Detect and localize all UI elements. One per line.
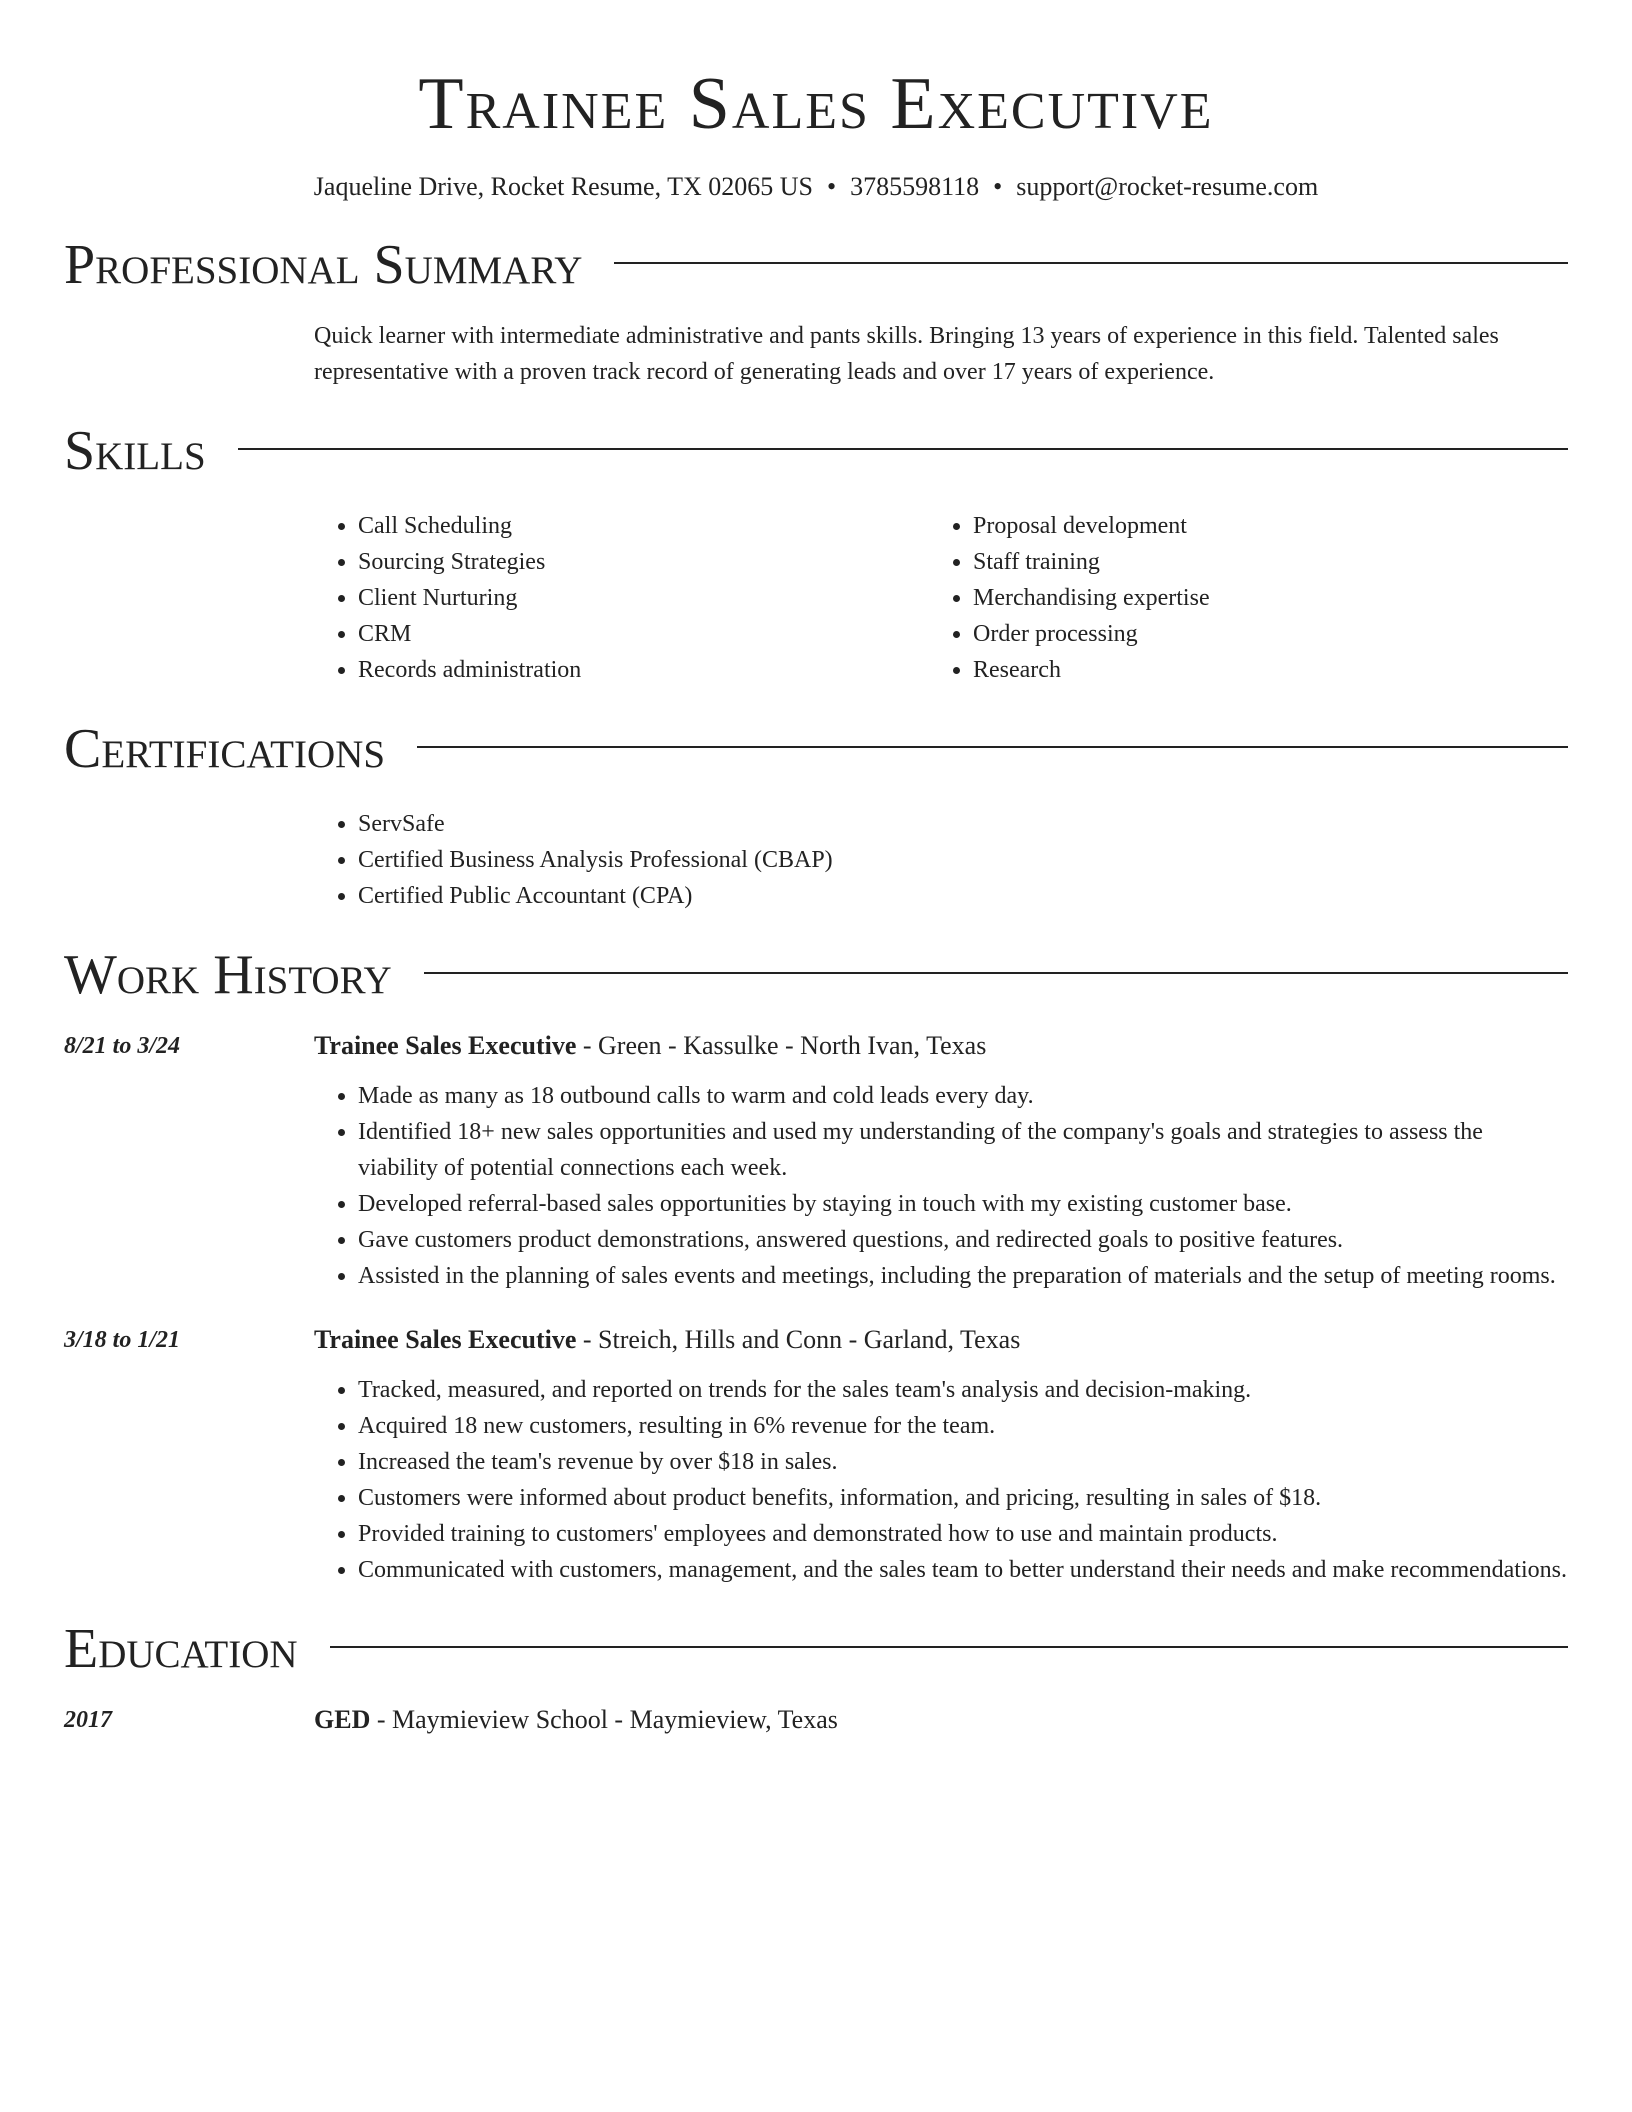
education-school: - Maymieview School - Maymieview, Texas (370, 1705, 838, 1734)
job-bullet: • Assisted in the planning of sales events and meetings, including the preparation of materials and the setup of meeting rooms. (358, 1258, 1568, 1294)
section-divider (614, 262, 1568, 264)
job-bullet: • Made as many as 18 outbound calls to warm and cold leads every day. (358, 1078, 1568, 1114)
certifications-section (64, 714, 1568, 914)
job-dates: 8/21 to 3/24 (64, 1033, 181, 1059)
skills-title: Skills (64, 420, 206, 482)
job-role: Trainee Sales Executive (314, 1031, 577, 1060)
contact-separator: • (827, 172, 837, 201)
skill-item: • Call Scheduling (358, 508, 929, 544)
contact-email: support@rocket-resume.com (1016, 172, 1319, 201)
job-bullets (314, 1078, 1568, 1294)
job-entry (64, 1028, 1568, 1294)
job-body (314, 1322, 1568, 1588)
skills-section (64, 416, 1568, 688)
section-divider (330, 1646, 1568, 1648)
job-role: Trainee Sales Executive (314, 1325, 577, 1354)
contact-phone: 3785598118 (850, 172, 980, 201)
certifications-list (314, 806, 1568, 914)
certification-item: • Certified Public Accountant (CPA) (358, 878, 1568, 914)
job-bullet: • Provided training to customers' employees and demonstrated how to use and maintain products. (358, 1516, 1568, 1552)
job-employer: - Green - Kassulke - North Ivan, Texas (576, 1031, 987, 1060)
job-bullet: • Increased the team's revenue by over $18 in sales. (358, 1444, 1568, 1480)
skill-item: • Sourcing Strategies (358, 544, 929, 580)
resume-name: Trainee Sales Executive (418, 63, 1214, 145)
job-entry (64, 1322, 1568, 1588)
job-dates: 3/18 to 1/21 (64, 1327, 181, 1353)
job-title-line (314, 1322, 1568, 1358)
education-year: 2017 (64, 1707, 112, 1733)
education-line (314, 1702, 838, 1738)
skill-item: • Proposal development (973, 508, 1544, 544)
job-bullet: • Customers were informed about product benefits, information, and pricing, resulting in sales of $18. (358, 1480, 1568, 1516)
section-divider (424, 972, 1568, 974)
job-title-line (314, 1028, 1568, 1064)
education-entry (64, 1702, 1568, 1738)
certifications-title: Certifications (64, 718, 386, 780)
skills-column-left (314, 508, 929, 688)
summary-title: Professional Summary (64, 234, 583, 296)
resume-header (64, 58, 1568, 204)
education-title: Education (64, 1618, 298, 1680)
job-bullets (314, 1372, 1568, 1588)
skills-grid (314, 508, 1568, 688)
education-heading (64, 1614, 1568, 1684)
contact-line (64, 170, 1568, 204)
skill-item: • Client Nurturing (358, 580, 929, 616)
certification-item: • ServSafe (358, 806, 1568, 842)
job-bullet: • Developed referral-based sales opportunities by staying in touch with my existing customer base. (358, 1186, 1568, 1222)
skills-column-right (929, 508, 1544, 688)
job-bullet: • Acquired 18 new customers, resulting in 6% revenue for the team. (358, 1408, 1568, 1444)
skill-item: • Research (973, 652, 1544, 688)
certification-item: • Certified Business Analysis Professional (CBAP) (358, 842, 1568, 878)
job-employer: - Streich, Hills and Conn - Garland, Texas (576, 1325, 1021, 1354)
work-history-title: Work History (64, 944, 392, 1006)
skill-item: • Staff training (973, 544, 1544, 580)
education-degree: GED (314, 1705, 371, 1734)
education-section (64, 1614, 1568, 1738)
summary-section (64, 230, 1568, 390)
skills-heading (64, 416, 1568, 486)
certifications-heading (64, 714, 1568, 784)
job-bullet: • Gave customers product demonstrations, answered questions, and redirected goals to positive features. (358, 1222, 1568, 1258)
skill-item: • Order processing (973, 616, 1544, 652)
job-body (314, 1028, 1568, 1294)
contact-separator: • (993, 172, 1003, 201)
work-history-section (64, 940, 1568, 1588)
section-divider (417, 746, 1568, 748)
skill-item: • Records administration (358, 652, 929, 688)
summary-text: Quick learner with intermediate administrative and pants skills. Bringing 13 years of experience in this field. Talented sales representative with a proven track record of generating leads and over 17 years of experience. (314, 323, 1499, 385)
section-divider (238, 448, 1568, 450)
job-bullet: • Tracked, measured, and reported on trends for the sales team's analysis and decision-making. (358, 1372, 1568, 1408)
skill-item: • Merchandising expertise (973, 580, 1544, 616)
work-history-heading (64, 940, 1568, 1010)
contact-address: Jaqueline Drive, Rocket Resume, TX 02065 US (313, 172, 814, 201)
skill-item: • CRM (358, 616, 929, 652)
summary-heading (64, 230, 1568, 300)
job-bullet: • Identified 18+ new sales opportunities and used my understanding of the company's goals and strategies to assess the viability of potential connections each week. (358, 1114, 1568, 1186)
job-bullet: • Communicated with customers, management, and the sales team to better understand their needs and make recommendations. (358, 1552, 1568, 1588)
